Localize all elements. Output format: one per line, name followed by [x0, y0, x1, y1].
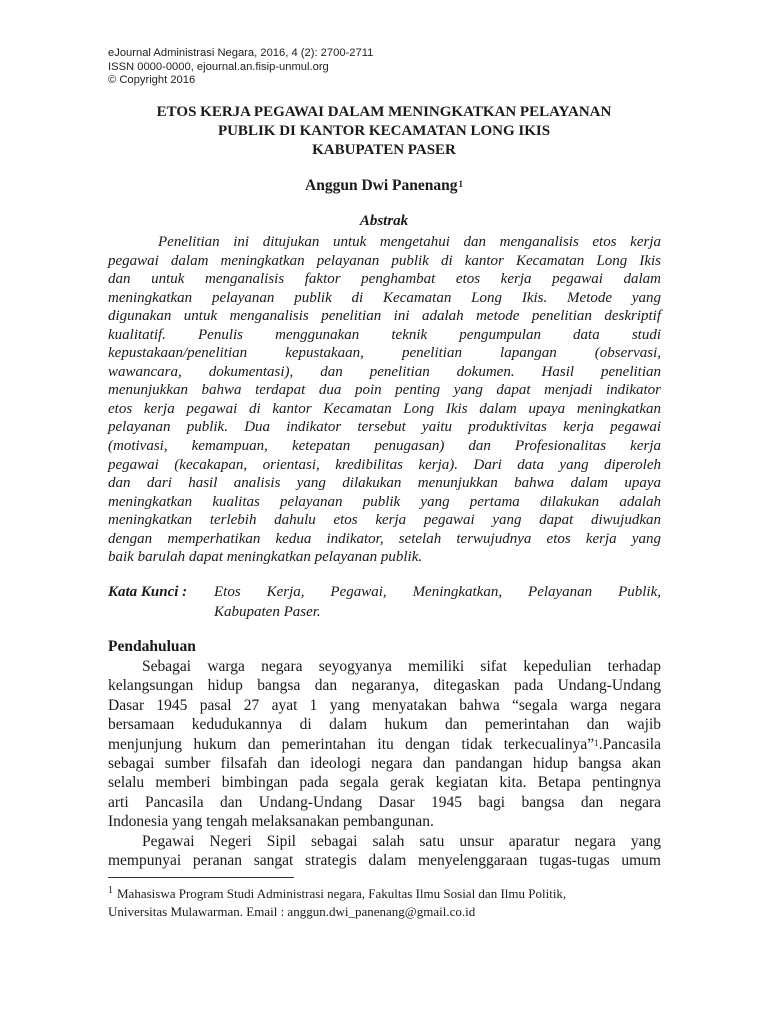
journal-citation: eJournal Administrasi Negara, 2016, 4 (2): 2700-2711: [108, 47, 374, 59]
abstract-line: dan untuk menganalisis faktor penghambat etos kerja pegawai dalam: [108, 271, 661, 288]
keywords-label: Kata Kunci :: [108, 584, 188, 600]
keywords-line: Kabupaten Paser.: [214, 604, 321, 620]
journal-header: [108, 47, 373, 88]
footnote-mark: 1: [108, 885, 113, 896]
abstract-heading: Abstrak: [359, 213, 409, 229]
abstract-line: menunjukkan bahwa terdapat dua poin penting yang dapat menjadi indikator: [108, 382, 661, 399]
abstract-body: [108, 233, 661, 567]
body-line: bersamaan kedudukannya di dalam hukum dan pemerintahan dan wajib: [108, 716, 661, 734]
abstract-line: Penelitian ini ditujukan untuk mengetahui dan menganalisis etos kerja: [158, 234, 661, 250]
abstract-line: kualitatif. Penulis menggunakan teknik pengumpulan data studi: [108, 326, 661, 343]
footnote-divider: [108, 877, 294, 878]
body-line: sebagai sumber filsafah dan ideologi negara dan pandangan hidup bangsa akan: [108, 754, 661, 772]
footnote-line: [108, 885, 661, 903]
abstract-line: meningkatkan pelayanan publik di Kecamatan Long Ikis. Metode yang: [108, 289, 661, 306]
body-line: [108, 735, 661, 754]
footnote-line: Universitas Mulawarman. Email : anggun.dwi_panenang@gmail.co.id: [108, 904, 476, 919]
body-line: Sebagai warga negara seyogyanya memiliki sifat kepedulian terhadap: [142, 658, 661, 675]
abstract-line: baik barulah dapat meningkatkan pelayanan publik.: [108, 549, 423, 566]
body-line: Dasar 1945 pasal 27 ayat 1 yang menyatakan bahwa “segala warga negara: [108, 696, 661, 714]
body-line: kelangsungan hidup bangsa dan negaranya, ditegaskan pada Undang-Undang: [108, 677, 661, 695]
abstract-line: etos kerja pegawai di kantor Kecamatan Long Ikis dalam upaya meningkatkan: [108, 400, 661, 417]
footnote: [108, 885, 661, 921]
body-line-text: .Pancasila: [598, 735, 661, 753]
title-line: KABUPATEN PASER: [312, 142, 456, 158]
keywords-list: [214, 582, 661, 622]
abstract-line: pegawai (kecakapan, orientasi, kredibilitas kerja). Dari data yang diperoleh: [108, 456, 661, 473]
body-line-text: menjunjung hukum dan pemerintahan itu dengan tidak terkecualinya”: [108, 735, 595, 753]
title-line: ETOS KERJA PEGAWAI DALAM MENINGKATKAN PELAYANAN: [156, 104, 612, 120]
abstract-line: kepustakaan/penelitian kepustakaan, penelitian lapangan (observasi,: [108, 345, 661, 362]
abstract-line: pegawai dalam meningkatkan pelayanan publik di kantor Kecamatan Long Ikis: [108, 252, 661, 269]
body-line: Pegawai Negeri Sipil sebagai salah satu unsur aparatur negara yang: [142, 832, 661, 850]
body-line: Indonesia yang tengah melaksanakan pembangunan.: [108, 813, 434, 831]
journal-copyright: © Copyright 2016: [108, 74, 196, 86]
body-line: arti Pancasila dan Undang-Undang Dasar 1945 bagi bangsa dan negara: [108, 793, 661, 811]
footnote-text: Mahasiswa Program Studi Administrasi negara, Fakultas Ilmu Sosial dan Ilmu Politik,: [117, 886, 567, 901]
title-line: PUBLIK DI KANTOR KECAMATAN LONG IKIS: [217, 123, 551, 139]
abstract-line: dengan memperhatikan kedua indikator, setelah terwujudnya etos kerja yang: [108, 530, 661, 547]
author: [0, 176, 768, 196]
body-line: selalu memberi bimbingan pada segala gerak kegiatan kita. Betapa pentingnya: [108, 774, 661, 792]
journal-issn: ISSN 0000-0000, ejournal.an.fisip-unmul.org: [108, 60, 329, 73]
footnote-reference: 1: [594, 737, 599, 748]
abstract-line: digunakan untuk menganalisis penelitian ini adalah metode penelitian deskriptif: [108, 308, 661, 325]
abstract-line: dan dari hasil analisis yang dilakukan menunjukkan bahwa dalam upaya: [108, 475, 661, 492]
author-footnote-mark: 1: [458, 179, 463, 189]
abstract-line: pelayanan publik. Dua indikator tersebut yaitu produktivitas kerja pegawai: [108, 419, 661, 436]
abstract-line: meningkatkan terlebih dahulu etos kerja pegawai yang dapat diwujudkan: [108, 512, 661, 529]
keywords-line: Etos Kerja, Pegawai, Meningkatkan, Pelayanan Publik,: [214, 584, 661, 600]
abstract-line: meningkatkan kualitas pelayanan publik yang pertama dilakukan adalah: [108, 493, 661, 510]
introduction-body: [108, 657, 661, 870]
body-line: mempunyai peranan sangat strategis dalam menyelenggaraan tugas-tugas umum: [108, 851, 661, 869]
author-name: Anggun Dwi Panenang: [305, 177, 458, 194]
abstract-line: (motivasi, kemampuan, ketepatan penugasan) dan Profesionalitas kerja: [108, 438, 661, 455]
section-heading-introduction: Pendahuluan: [108, 638, 196, 655]
paper-title: [100, 103, 668, 160]
abstract-line: wawancara, dokumentasi), dan penelitian dokumen. Hasil penelitian: [108, 363, 661, 380]
